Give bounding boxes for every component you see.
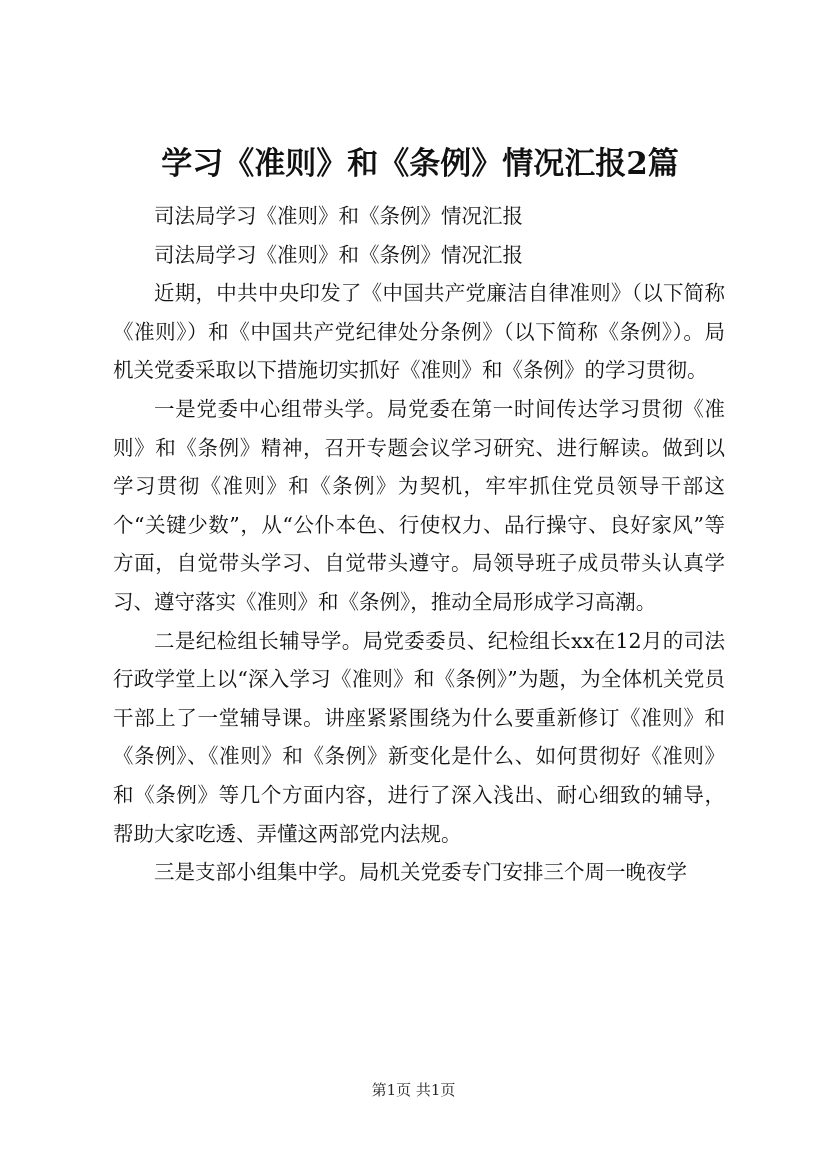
paragraph-point-one: 一是党委中心组带头学。局党委在第一时间传达学习贯彻《准则》和《条例》精神，召开专题会议学习研究、进行解读。做到以学习贯彻《准则》和《条例》为契机，牢牢抓住党员领导干部这个“关键少数”，从“公仆本色、行使权力、品行操守、良好家风”等方面，自觉带头学习、自觉带头遵守。局领导班子成员带头认真学习、遵守落实《准则》和《条例》，推动全局形成学习高潮。 [113,396,725,614]
page-footer: 第1页 共1页 [371,1081,456,1099]
paragraph-point-three: 三是支部小组集中学。局机关党委专门安排三个周一晚夜学 [154,860,687,885]
subtitle-line-1: 司法局学习《准则》和《条例》情况汇报 [154,204,523,228]
document-body [113,197,725,892]
paragraph-intro: 近期，中共中央印发了《中国共产党廉洁自律准则》（以下简称《准则》）和《中国共产党纪律处分条例》（以下简称《条例》）。局机关党委采取以下措施切实抓好《准则》和《条例》的学习贯彻。 [113,281,725,383]
paragraph-point-two: 二是纪检组长辅导学。局党委委员、纪检组长xx在12月的司法行政学堂上以“深入学习《准则》和《条例》”为题，为全体机关党员干部上了一堂辅导课。讲座紧紧围绕为什么要重新修订《准则》和《条例》、《准则》和《条例》新变化是什么、如何贯彻好《准则》和《条例》等几个方面内容，进行了深入浅出、耐心细致的辅导，帮助大家吃透、弄懂这两部党内法规。 [113,628,725,846]
document-title: 学习《准则》和《条例》情况汇报2篇 [161,146,679,182]
subtitle-line-2: 司法局学习《准则》和《条例》情况汇报 [154,242,523,267]
